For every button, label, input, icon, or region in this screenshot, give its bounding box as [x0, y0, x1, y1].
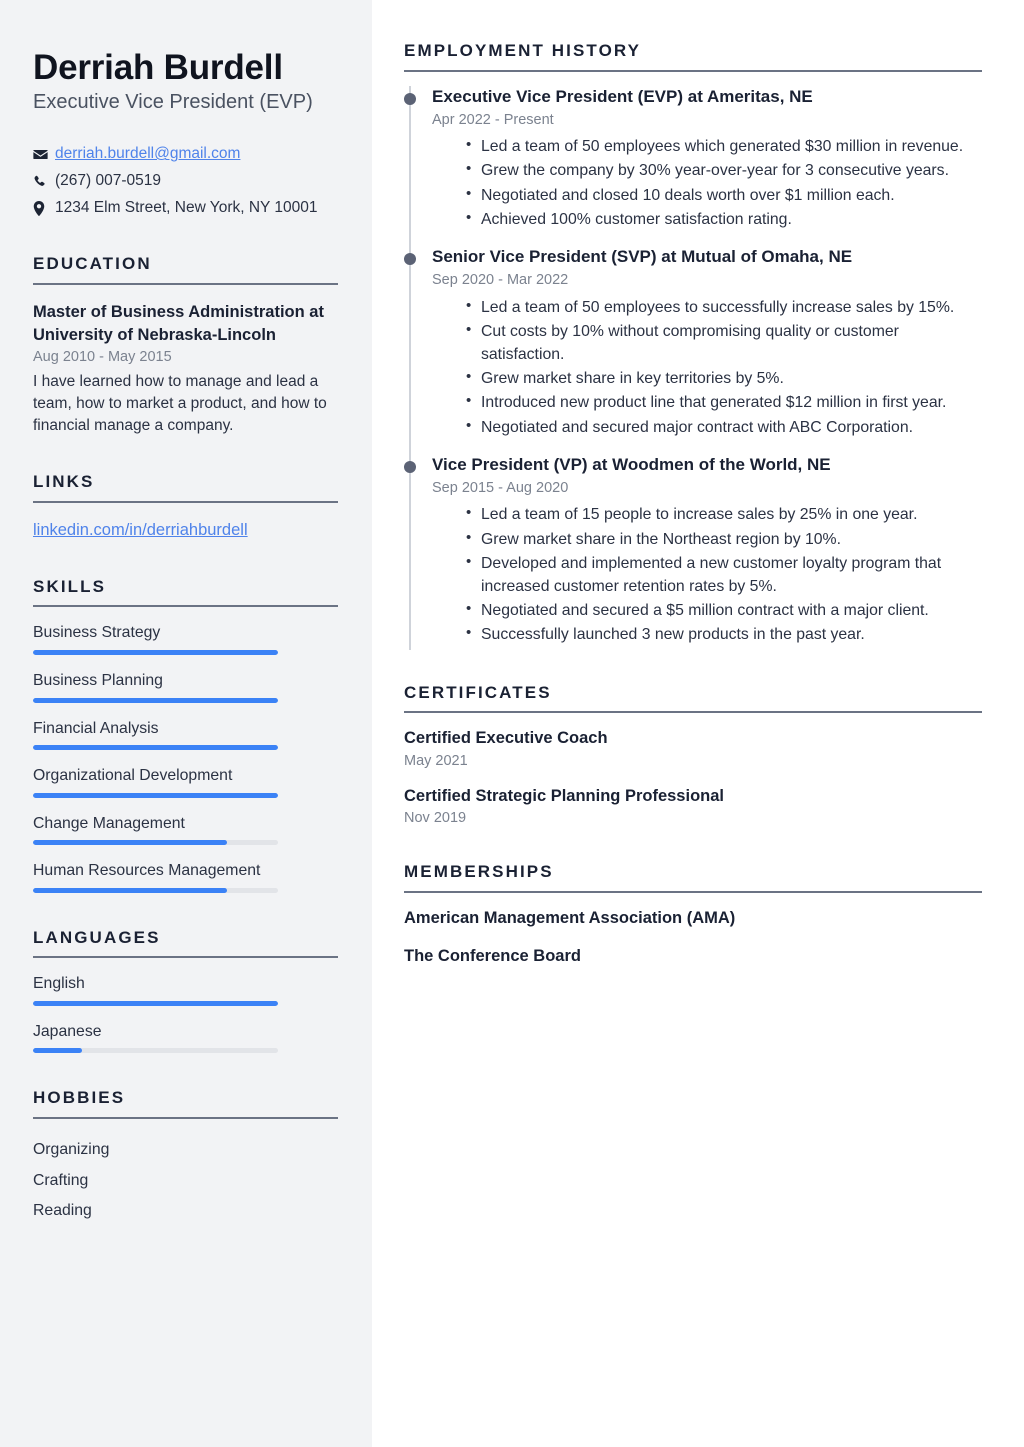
employment-bullet: • Negotiated and secured major contract with ABC Corporation. — [466, 416, 982, 439]
language-row — [33, 974, 338, 1006]
employment-bullets — [432, 135, 982, 231]
sidebar — [0, 0, 372, 1447]
proficiency-meter — [33, 888, 278, 893]
candidate-job-title: Executive Vice President (EVP) — [33, 91, 313, 114]
contact-value: (267) 007-0519 — [55, 172, 161, 190]
timeline-dot-icon — [404, 461, 416, 473]
employment-timeline — [404, 86, 982, 650]
links-list — [33, 519, 338, 542]
employment-entry — [404, 454, 982, 650]
certificate-date: Nov 2019 — [404, 810, 467, 827]
employment-bullet: • Cut costs by 10% without compromising quality or customer satisfaction. — [466, 320, 982, 366]
languages-heading: LANGUAGES — [33, 929, 338, 959]
proficiency-meter — [33, 793, 278, 798]
memberships-section — [404, 863, 982, 967]
employment-date: Sep 2020 - Mar 2022 — [432, 272, 569, 288]
contact-value[interactable]: derriah.burdell@gmail.com — [55, 145, 241, 163]
employment-date: Apr 2022 - Present — [432, 111, 554, 128]
employment-bullet: • Led a team of 50 employees to successfully increase sales by 15%. — [466, 296, 982, 319]
education-entry — [33, 301, 338, 437]
contact-row — [33, 198, 338, 219]
proficiency-meter-fill — [33, 1048, 82, 1053]
employment-bullet: • Achieved 100% customer satisfaction rating. — [466, 208, 982, 231]
main-column — [372, 0, 1024, 1447]
contact-list — [33, 144, 338, 219]
proficiency-meter-fill — [33, 745, 278, 750]
envelope-icon — [33, 147, 55, 162]
proficiency-meter-fill — [33, 793, 278, 798]
certificate-title: Certified Strategic Planning Professional — [404, 787, 724, 806]
proficiency-meter-fill — [33, 840, 227, 845]
skill-row — [33, 814, 338, 846]
skills-section — [33, 578, 338, 893]
hobby-item: Reading — [33, 1202, 92, 1220]
education-degree: Master of Business Administration at University of Nebraska-Lincoln — [33, 302, 324, 344]
contact-row — [33, 171, 338, 192]
employment-entry — [404, 86, 982, 246]
certificate-entry — [404, 785, 982, 829]
candidate-name: Derriah Burdell — [33, 48, 283, 87]
skill-label: Business Strategy — [33, 624, 161, 642]
language-label: Japanese — [33, 1022, 102, 1040]
employment-title: Vice President (VP) at Woodmen of the World, NE — [432, 454, 831, 474]
proficiency-meter-fill — [33, 1001, 278, 1006]
employment-bullet: • Grew market share in key territories by 5%. — [466, 367, 982, 390]
timeline-dot-icon — [404, 93, 416, 105]
employment-title: Senior Vice President (SVP) at Mutual of Omaha, NE — [432, 247, 853, 267]
employment-bullet: • Negotiated and secured a $5 million contract with a major client. — [466, 599, 982, 622]
certificates-section — [404, 684, 982, 829]
certificate-title: Certified Executive Coach — [404, 729, 608, 748]
timeline-gap — [432, 232, 982, 244]
employment-bullet: • Led a team of 15 people to increase sales by 25% in one year. — [466, 503, 982, 526]
education-description: I have learned how to manage and lead a team, how to market a product, and how to financial manage a company. — [33, 372, 327, 434]
education-section — [33, 255, 338, 437]
language-row — [33, 1022, 338, 1054]
skill-row — [33, 861, 338, 893]
skill-row — [33, 671, 338, 703]
skill-label: Business Planning — [33, 671, 163, 689]
education-entries — [33, 301, 338, 437]
hobbies-heading: HOBBIES — [33, 1089, 338, 1119]
employment-bullets — [432, 296, 982, 439]
proficiency-meter — [33, 745, 278, 750]
hobby-item: Crafting — [33, 1171, 89, 1189]
phone-icon — [33, 175, 55, 189]
timeline-gap — [432, 440, 982, 452]
skill-label: Organizational Development — [33, 767, 233, 785]
memberships-list — [404, 907, 982, 968]
education-heading: EDUCATION — [33, 255, 338, 285]
certificates-heading: CERTIFICATES — [404, 684, 982, 714]
contact-row[interactable] — [33, 144, 338, 165]
employment-history-section — [404, 42, 982, 650]
timeline-rail — [409, 246, 411, 454]
memberships-heading: MEMBERSHIPS — [404, 863, 982, 893]
membership-entry: The Conference Board — [404, 946, 581, 965]
education-date: Aug 2010 - May 2015 — [33, 349, 172, 366]
timeline-rail — [409, 86, 411, 246]
skill-label: Change Management — [33, 814, 185, 832]
links-section — [33, 473, 338, 542]
skill-row — [33, 766, 338, 798]
proficiency-meter — [33, 698, 278, 703]
employment-date: Sep 2015 - Aug 2020 — [432, 479, 569, 496]
languages-list — [33, 974, 338, 1053]
proficiency-meter-fill — [33, 650, 278, 655]
skills-heading: SKILLS — [33, 578, 338, 608]
contact-value: 1234 Elm Street, New York, NY 10001 — [55, 199, 318, 217]
employment-bullets — [432, 503, 982, 646]
employment-entry — [404, 246, 982, 454]
location-pin-icon — [33, 201, 55, 216]
certificates-list — [404, 727, 982, 829]
hobby-item: Organizing — [33, 1141, 110, 1159]
proficiency-meter-fill — [33, 888, 227, 893]
certificate-date: May 2021 — [404, 752, 468, 769]
proficiency-meter — [33, 1001, 278, 1006]
employment-bullet: • Negotiated and closed 10 deals worth over $1 million each. — [466, 184, 982, 207]
timeline-dot-icon — [404, 253, 416, 265]
employment-bullet: • Grew market share in the Northeast region by 10%. — [466, 528, 982, 551]
employment-bullet: • Introduced new product line that generated $12 million in first year. — [466, 391, 982, 414]
employment-bullet: • Successfully launched 3 new products in the past year. — [466, 623, 982, 646]
proficiency-meter — [33, 1048, 278, 1053]
proficiency-meter — [33, 650, 278, 655]
links-heading: LINKS — [33, 473, 338, 503]
employment-bullet: • Led a team of 50 employees which generated $30 million in revenue. — [466, 135, 982, 158]
employment-bullet: • Grew the company by 30% year-over-year for 3 consecutive years. — [466, 159, 982, 182]
hobbies-section — [33, 1089, 338, 1226]
certificate-entry — [404, 727, 982, 771]
employment-title: Executive Vice President (EVP) at Ameritas, NE — [432, 86, 813, 106]
skill-row — [33, 623, 338, 655]
skill-label: Human Resources Management — [33, 862, 261, 880]
hobbies-list — [33, 1135, 338, 1226]
employment-bullet: • Developed and implemented a new customer loyalty program that increased customer retention rates by 5%. — [466, 552, 982, 598]
membership-entry: American Management Association (AMA) — [404, 908, 736, 927]
proficiency-meter — [33, 840, 278, 845]
language-label: English — [33, 975, 85, 993]
skill-label: Financial Analysis — [33, 719, 159, 737]
employment-history-heading: EMPLOYMENT HISTORY — [404, 42, 982, 72]
languages-section — [33, 929, 338, 1054]
skill-row — [33, 719, 338, 751]
timeline-rail — [409, 454, 411, 650]
profile-link[interactable]: linkedin.com/in/derriahburdell — [33, 520, 248, 539]
skills-list — [33, 623, 338, 892]
proficiency-meter-fill — [33, 698, 278, 703]
